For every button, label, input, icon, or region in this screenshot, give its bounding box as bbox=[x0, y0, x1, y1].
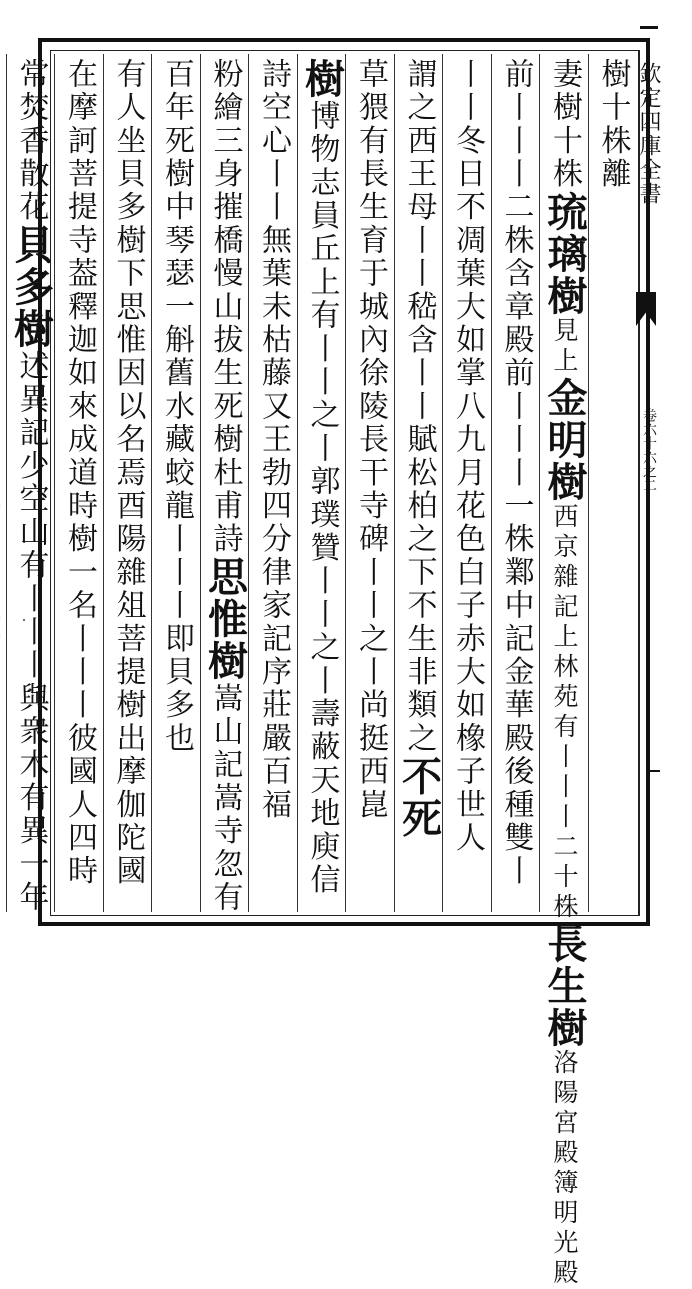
text-columns bbox=[7, 54, 636, 1289]
text-column bbox=[6, 54, 55, 915]
entry-heading: 金明樹 bbox=[541, 376, 588, 503]
text-column bbox=[200, 54, 249, 915]
margin-tick-mark bbox=[648, 770, 660, 772]
column-text bbox=[104, 54, 152, 916]
body-text: 樹十株離 bbox=[595, 58, 631, 191]
column-text bbox=[0, 54, 6, 916]
body-text: 謂之西王母丨丨嵇含丨丨賦松柏之下不生非類之 bbox=[401, 58, 437, 756]
body-text: 百年死樹中琴瑟一斛舊水藏蛟龍丨丨丨即貝多也 bbox=[159, 58, 194, 756]
column-text bbox=[201, 54, 249, 916]
body-text: 有人坐貝多樹下思惟因以名焉酉陽雜俎菩提樹出摩伽陀國 bbox=[110, 58, 146, 888]
body-text: 草猥有長生育于城內徐陵長干寺碑丨丨之丨尚挺西崑 bbox=[353, 58, 388, 822]
body-text: 常焚香散花 bbox=[13, 58, 49, 224]
body-text: 嵩山記嵩寺忽有 bbox=[207, 682, 243, 915]
column-text bbox=[55, 54, 103, 916]
column-text bbox=[395, 54, 443, 916]
body-text: 詩空心丨丨無葉未枯藤又王勃四分律家記序莊嚴百福 bbox=[256, 58, 291, 822]
body-text: 述異記少空山有丨丨丨與衆木有異一年 bbox=[13, 350, 49, 915]
text-column bbox=[297, 54, 346, 912]
column-text bbox=[7, 54, 55, 916]
annotation-text: 洛陽宮殿簿明光殿 bbox=[550, 1048, 579, 1289]
top-tick-mark bbox=[640, 26, 658, 29]
text-column bbox=[394, 54, 443, 912]
volume-number: 卷六十六之二 bbox=[641, 408, 657, 492]
text-column bbox=[588, 54, 637, 912]
column-text bbox=[152, 54, 200, 916]
column-text bbox=[249, 54, 297, 916]
text-column bbox=[54, 54, 103, 912]
body-text: 丨丨冬日不凋葉大如掌八九月花色白子赤大如橡子世人 bbox=[450, 58, 485, 855]
entry-heading: 長生樹 bbox=[541, 922, 588, 1049]
entry-heading: 琉璃樹 bbox=[541, 190, 588, 317]
text-column bbox=[442, 54, 491, 912]
text-column bbox=[539, 54, 588, 1289]
column-text bbox=[443, 54, 491, 916]
annotation-text: 西京雜記上林苑有丨丨丨二十株 bbox=[550, 502, 579, 923]
text-column bbox=[103, 54, 152, 912]
text-column bbox=[345, 54, 394, 912]
column-text bbox=[540, 54, 588, 1289]
body-text: 在摩訶菩提寺葢釋迦如來成道時樹一名丨丨丨彼國人四時 bbox=[62, 58, 97, 888]
text-column bbox=[0, 54, 6, 912]
text-column bbox=[248, 54, 297, 912]
body-text: 博物志員丘上有丨丨之丨郭璞贊丨丨之丨壽蔽天地庾信 bbox=[304, 100, 340, 897]
body-text: 粉繪三身摧橋慢山拔生死樹杜甫詩 bbox=[207, 58, 243, 556]
entry-heading: 思惟樹 bbox=[201, 556, 249, 682]
entry-heading: 不死 bbox=[395, 755, 443, 840]
text-column bbox=[151, 54, 200, 912]
body-text: 妻樹十株 bbox=[547, 58, 582, 191]
column-text bbox=[589, 54, 637, 916]
collection-title: 欽定四庫全書 bbox=[636, 62, 661, 206]
entry-heading: 樹 bbox=[298, 58, 346, 100]
text-column bbox=[491, 54, 540, 912]
column-text bbox=[492, 54, 540, 916]
body-text: 前丨丨丨二株含章殿前丨丨丨一株鄴中記金華殿後種雙丨 bbox=[498, 58, 534, 888]
column-text bbox=[298, 54, 346, 916]
annotation-text: 見上 bbox=[550, 316, 579, 377]
entry-heading: 貝多樹 bbox=[7, 224, 55, 350]
column-text bbox=[346, 54, 394, 916]
